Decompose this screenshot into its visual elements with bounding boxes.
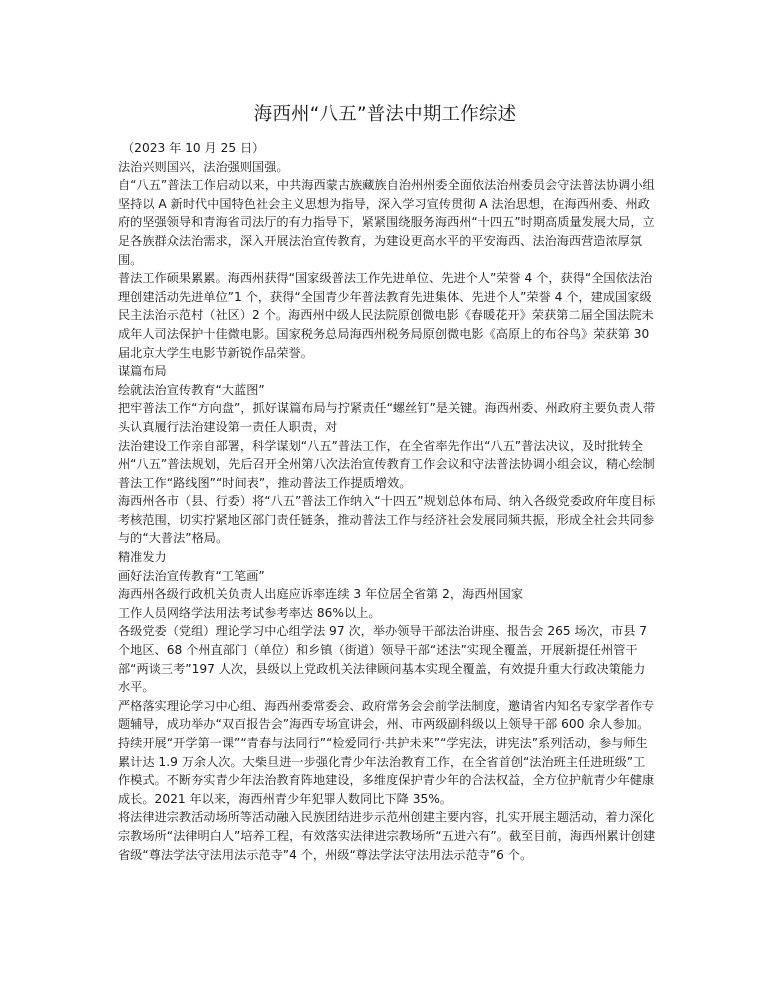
document-body	[118, 139, 656, 864]
paragraph: 法治兴则国兴，法治强则国强。	[118, 159, 289, 174]
paragraph: 普法工作硕果累累。海西州获得“国家级普法工作先进单位、先进个人”荣誉 4 个，获得“全国依法治理创建活动先进单位”1 个，获得“全国青少年普法教育先进集体、先进个人”荣誉 4 个，建成国家级民主法治示范村（社区）2 个。海西州中级人民法院原创微电影《春暖花开》荣获第二届全国法院未成年人司法保护十佳微电影。国家税务总局海西州税务局原创微电影《高原上的布谷鸟》荣获第 30 届北京大学生电影节新锐作品荣誉。	[118, 271, 654, 360]
paragraph: 法治建设工作亲自部署，科学谋划“八五”普法工作，在全省率先作出“八五”普法决议，及时批转全州“八五”普法规划，先后召开全州第八次法治宣传教育工作会议和守法普法协调小组会议，精心绘制普法工作“路线图”“时间表”，推动普法工作提质增效。	[118, 438, 655, 490]
document-date: （2023 年 10 月 25 日）	[122, 141, 265, 155]
section-subheading: 绘就法治宣传教育“大蓝图”	[118, 382, 265, 397]
document-title: 海西州“八五”普法中期工作综述	[253, 104, 517, 125]
paragraph: 海西州各级行政机关负责人出庭应诉率连续 3 年位居全省第 2，海西州国家	[118, 587, 523, 602]
paragraph: 自“八五”普法工作启动以来，中共海西蒙古族藏族自治州州委全面依法治州委员会守法普法协调小组坚持以 A 新时代中国特色社会主义思想为指导，深入学习宣传贯彻 A 法治思想，在海西州委、州政府的坚强领导和青海省司法厅的有力指导下，紧紧围绕服务海西州“十四五”时期高质量发展大局，立足各族群众法治需求，深入开展法治宣传教育，为建设更高水平的平安海西、法治海西营造浓厚氛围。	[118, 178, 655, 267]
paragraph: 把牢普法工作“方向盘”，抓好谋篇布局与拧紧责任“螺丝钉”是关键。海西州委、州政府主要负责人带头认真履行法治建设第一责任人职责，对	[118, 401, 656, 434]
paragraph: 各级党委（党组）理论学习中心组学法 97 次，举办领导干部法治讲座、报告会 265 场次，市县 7 个地区、68 个州直部门（单位）和乡镇（街道）领导干部“述法”实现全覆盖，开展新提任州管干部“两谈三考”197 人次，县级以上党政机关法律顾问基本实现全覆盖，有效提升重大行政决策能力水平。	[118, 624, 648, 695]
paragraph: 工作人员网络学法用法考试参考率达 86%以上。	[118, 605, 381, 620]
section-heading: 精准发力	[118, 550, 167, 565]
paragraph: 严格落实理论学习中心组、海西州委常委会、政府常务会会前学法制度，邀请省内知名专家学者作专题辅导，成功举办“双百报告会”海西专场宣讲会，州、市两级副科级以上领导干部 600 余人参加。	[118, 698, 655, 732]
paragraph: 将法律进宗教活动场所等活动融入民族团结进步示范州创建主要内容，扎实开展主题活动，着力深化宗教场所“法律明白人”培养工程，有效落实法律进宗教场所“五进六有”。截至目前，海西州累计创建省级“尊法学法守法用法示范寺”4 个，州级“尊法学法守法用法示范寺”6 个。	[118, 810, 656, 862]
paragraph: 持续开展“开学第一课”“青春与法同行”“检爱同行·共护未来”“学宪法，讲宪法”系列活动，参与师生累计达 1.9 万余人次。大柴旦进一步强化青少年法治教育工作，在全省首创“法治班主任进班级”工作模式。不断夯实青少年法治教育阵地建设，多维度保护青少年的合法权益，全方位护航青少年健康成长。2021 年以来，海西州青少年犯罪人数同比下降 35%。	[118, 736, 655, 806]
paragraph: 海西州各市（县、行委）将“八五”普法工作纳入“十四五”规划总体布局、纳入各级党委政府年度目标考核范围，切实拧紧地区部门责任链条，推动普法工作与经济社会发展同频共振，形成全社会共同参与的“大普法”格局。	[118, 494, 656, 546]
section-subheading: 画好法治宣传教育“工笔画”	[118, 568, 265, 583]
section-heading: 谋篇布局	[118, 364, 167, 379]
